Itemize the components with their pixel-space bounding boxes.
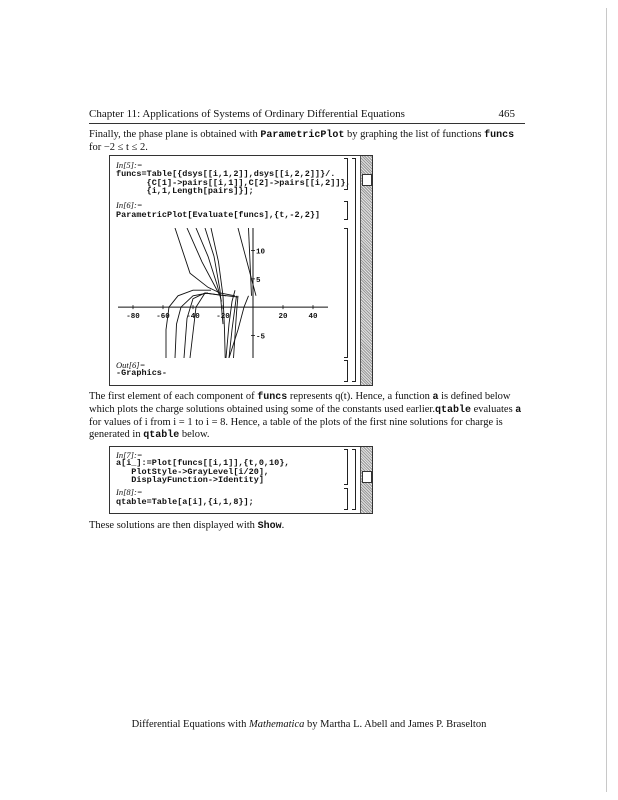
p2-text-5: for values of i from i = 1 to i = 8. Hence, a table of the plots of the first nine solutions for charge is generated in: [89, 417, 503, 440]
in6-label: In[6]:=: [116, 200, 143, 210]
page-edge-rule: [606, 8, 607, 792]
cell-bracket[interactable]: [344, 158, 348, 190]
series-curve-7: [184, 293, 226, 358]
page-footer: [0, 719, 618, 730]
intro-text-3: for −2 ≤ t ≤ 2.: [89, 142, 148, 153]
p3-text-1: These solutions are then displayed with: [89, 520, 258, 531]
p2-code-funcs: funcs: [257, 392, 288, 403]
x-tick-label: 20: [278, 313, 288, 322]
x-tick-label: -80: [126, 313, 140, 322]
closing-paragraph: [89, 520, 527, 533]
footer-italic: Mathematica: [248, 719, 305, 730]
in8-code[interactable]: qtable=Table[a[i],{i,1,8}];: [116, 497, 254, 507]
cell-bracket[interactable]: [344, 488, 348, 510]
p2-code-qtable-2: qtable: [143, 430, 180, 441]
y-tick-label: 5: [256, 276, 261, 285]
p2-code-a: a: [432, 392, 439, 403]
explanation-paragraph: [89, 391, 527, 442]
in7-label: In[7]:=: [116, 450, 143, 460]
running-header: [89, 108, 515, 120]
y-tick-label: -5: [256, 333, 266, 342]
intro-code-funcs: funcs: [484, 130, 515, 141]
p2-text-3: is defined below which plots the charge solutions obtained using some of the constants used earlier.: [89, 391, 511, 415]
scrollbar-1[interactable]: [360, 156, 372, 385]
series-curve-15: [249, 228, 252, 296]
phase-plane-plot: [118, 228, 328, 358]
scroll-thumb[interactable]: [362, 174, 372, 186]
y-tick-label: 10: [256, 248, 266, 257]
x-tick-label: -40: [186, 313, 200, 322]
series-curve-5: [175, 228, 235, 296]
p2-text-6: below.: [179, 429, 210, 440]
in6-code[interactable]: ParametricPlot[Evaluate[funcs],{t,-2,2}]: [116, 210, 321, 220]
in8-label: In[8]:=: [116, 487, 143, 497]
cell-bracket[interactable]: [344, 360, 348, 382]
intro-paragraph: [89, 129, 527, 154]
p3-text-2: .: [281, 520, 285, 531]
x-tick-label: 40: [308, 313, 318, 322]
group-bracket[interactable]: [352, 158, 356, 382]
in7-code[interactable]: a[i_]:=Plot[funcs[[i,1]],{t,0,10}, PlotStyle->GrayLevel[i/20], DisplayFunction->Identity]: [116, 458, 290, 485]
out6-label: Out[6]=: [116, 360, 146, 370]
scrollbar-2[interactable]: [360, 447, 372, 513]
footer-text-2: by Martha L. Abell and James P. Braselton: [304, 719, 487, 730]
cell-bracket[interactable]: [344, 201, 348, 220]
intro-text-2: by graphing the list of functions: [344, 129, 485, 140]
x-tick-label: -60: [156, 313, 170, 322]
p2-text-1: The first element of each component of: [89, 391, 258, 402]
scroll-thumb[interactable]: [362, 471, 372, 483]
intro-text-1: Finally, the phase plane is obtained with: [89, 129, 261, 140]
p3-code-show: Show: [257, 521, 282, 532]
group-bracket[interactable]: [352, 449, 356, 510]
in5-code[interactable]: funcs=Table[{dsys[[i,1,2]],dsys[[i,2,2]]}/. {C[1]->pairs[[i,1]],C[2]->pairs[[i,2]]}, {i,1,Length[pairs]}];: [116, 169, 351, 196]
p2-text-2: represents q(t). Hence, a function: [287, 391, 433, 402]
x-tick-label: -20: [216, 313, 230, 322]
intro-code-parametricplot: ParametricPlot: [260, 130, 345, 141]
series-curve-6: [190, 293, 238, 358]
p2-text-4: evaluates: [470, 404, 516, 415]
p2-code-qtable: qtable: [434, 405, 471, 416]
cell-bracket[interactable]: [344, 228, 348, 358]
footer-text-1: Differential Equations with: [131, 719, 249, 730]
header-rule: [89, 123, 525, 124]
notebook-window-2: [109, 446, 373, 514]
chapter-title: Chapter 11: Applications of Systems of Ordinary Differential Equations: [89, 108, 405, 120]
series-curve-12: [234, 296, 239, 358]
in5-label: In[5]:=: [116, 160, 143, 170]
p2-code-a-2: a: [515, 405, 522, 416]
page-number: 465: [498, 108, 515, 120]
out6-graphics: -Graphics-: [116, 368, 168, 378]
cell-bracket[interactable]: [344, 449, 348, 485]
